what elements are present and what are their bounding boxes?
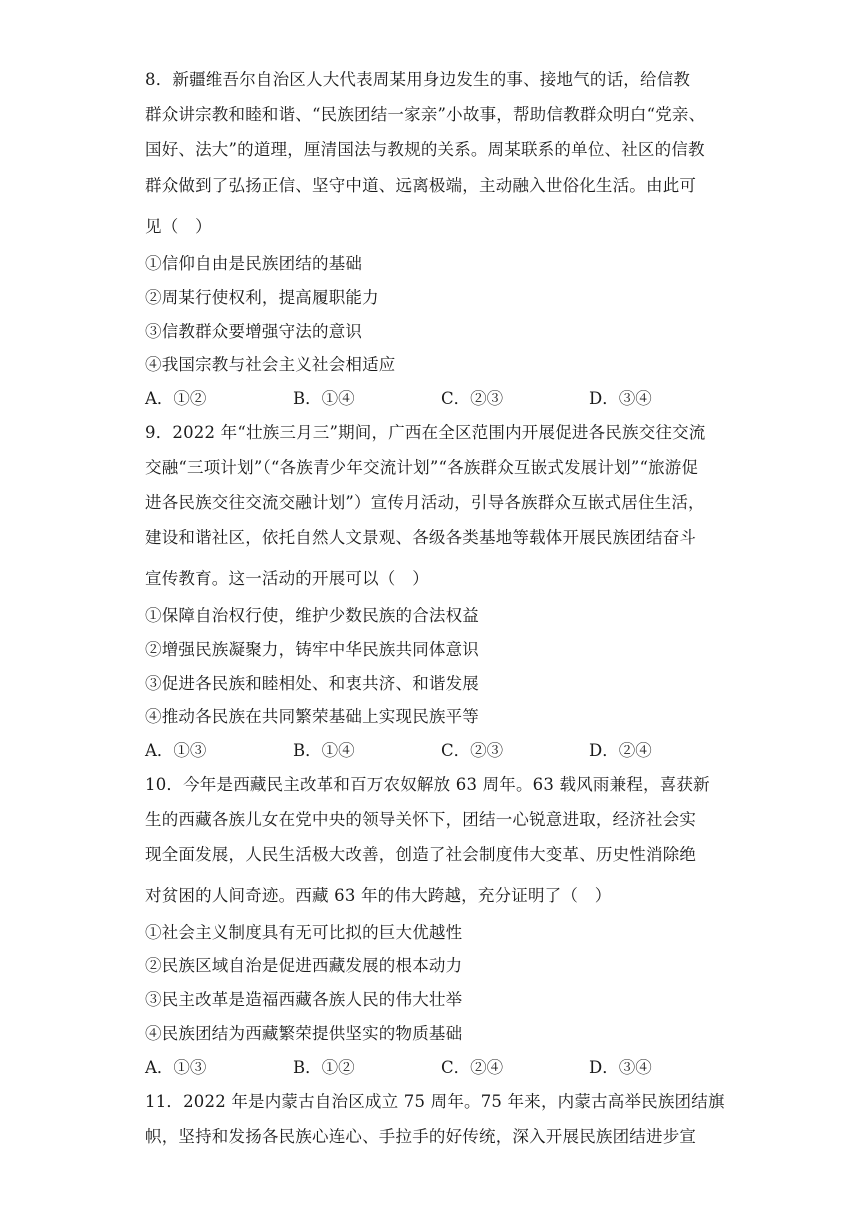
statement-item: ②增强民族凝聚力，铸牢中华民族共同体意识 bbox=[145, 640, 479, 659]
question-text-line: 建设和谐社区，依托自然人文景观、各级各类基地等载体开展民族团结奋斗 bbox=[145, 528, 697, 547]
statement-item: ④民族团结为西藏繁荣提供坚实的物质基础 bbox=[145, 1024, 463, 1043]
question-text-line: 群众讲宗教和睦和谐、“民族团结一家亲”小故事，帮助信教群众明白“党亲、 bbox=[145, 105, 706, 124]
statement-item: ④推动各民族在共同繁荣基础上实现民族平等 bbox=[145, 707, 479, 726]
question-text-line: 宣传教育。这一活动的开展可以（ ） bbox=[145, 569, 429, 588]
answer-options bbox=[145, 737, 737, 761]
answer-options bbox=[145, 385, 737, 409]
question-text-line: 8．新疆维吾尔自治区人大代表周某用身边发生的事、接地气的话，给信教 bbox=[145, 70, 691, 89]
answer-option-a[interactable]: A．①③ bbox=[145, 741, 207, 760]
answer-option-d[interactable]: D．③④ bbox=[589, 389, 652, 408]
statement-item: ②周某行使权利，提高履职能力 bbox=[145, 288, 379, 307]
statement-item: ②民族区域自治是促进西藏发展的根本动力 bbox=[145, 956, 463, 975]
question-text-line: 帜，坚持和发扬各民族心连心、手拉手的好传统，深入开展民族团结进步宣 bbox=[145, 1127, 697, 1146]
question-text-line: 国好、法大”的道理，厘清国法与教规的关系。周某联系的单位、社区的信教 bbox=[145, 140, 705, 159]
answer-option-a[interactable]: A．①③ bbox=[145, 1058, 207, 1077]
answer-options bbox=[145, 1054, 737, 1078]
statement-item: ③民主改革是造福西藏各族人民的伟大壮举 bbox=[145, 990, 463, 1009]
statement-item: ③促进各民族和睦相处、和衷共济、和谐发展 bbox=[145, 674, 479, 693]
answer-option-d[interactable]: D．②④ bbox=[589, 741, 652, 760]
answer-option-b[interactable]: B．①④ bbox=[293, 741, 355, 760]
question-text-line: 10．今年是西藏民主改革和百万农奴解放 63 周年。63 载风雨兼程，喜获新 bbox=[145, 775, 710, 794]
question-text-line: 见（ ） bbox=[145, 217, 212, 236]
question-text-line: 进各民族交往交流交融计划”）宣传月活动，引导各族群众互嵌式居住生活， bbox=[145, 493, 705, 512]
answer-option-c[interactable]: C．②③ bbox=[441, 741, 504, 760]
statement-item: ③信教群众要增强守法的意识 bbox=[145, 322, 363, 341]
question-text-line: 11．2022 年是内蒙古自治区成立 75 周年。75 年来，内蒙古高举民族团结旗 bbox=[145, 1092, 725, 1111]
question-text-line: 9．2022 年“壮族三月三”期间，广西在全区范围内开展促进各民族交往交流 bbox=[145, 423, 706, 442]
answer-option-b[interactable]: B．①④ bbox=[293, 389, 355, 408]
statement-item: ①保障自治权行使，维护少数民族的合法权益 bbox=[145, 606, 479, 625]
question-text-line: 生的西藏各族儿女在党中央的领导关怀下，团结一心锐意进取，经济社会实 bbox=[145, 810, 697, 829]
answer-option-c[interactable]: C．②③ bbox=[441, 389, 504, 408]
answer-option-a[interactable]: A．①② bbox=[145, 389, 207, 408]
question-text-line: 交融“三项计划”（“各族青少年交流计划”“各族群众互嵌式发展计划”“旅游促 bbox=[145, 458, 699, 477]
statement-item: ④我国宗教与社会主义社会相适应 bbox=[145, 355, 396, 374]
question-text-line: 现全面发展，人民生活极大改善，创造了社会制度伟大变革、历史性消除绝 bbox=[145, 845, 697, 864]
question-text-line: 对贫困的人间奇迹。西藏 63 年的伟大跨越，充分证明了（ ） bbox=[145, 886, 612, 905]
question-text-line: 群众做到了弘扬正信、坚守中道、远离极端，主动融入世俗化生活。由此可 bbox=[145, 176, 697, 195]
statement-item: ①社会主义制度具有无可比拟的巨大优越性 bbox=[145, 923, 463, 942]
answer-option-c[interactable]: C．②④ bbox=[441, 1058, 504, 1077]
answer-option-d[interactable]: D．③④ bbox=[589, 1058, 652, 1077]
statement-item: ①信仰自由是民族团结的基础 bbox=[145, 254, 363, 273]
answer-option-b[interactable]: B．①② bbox=[293, 1058, 355, 1077]
